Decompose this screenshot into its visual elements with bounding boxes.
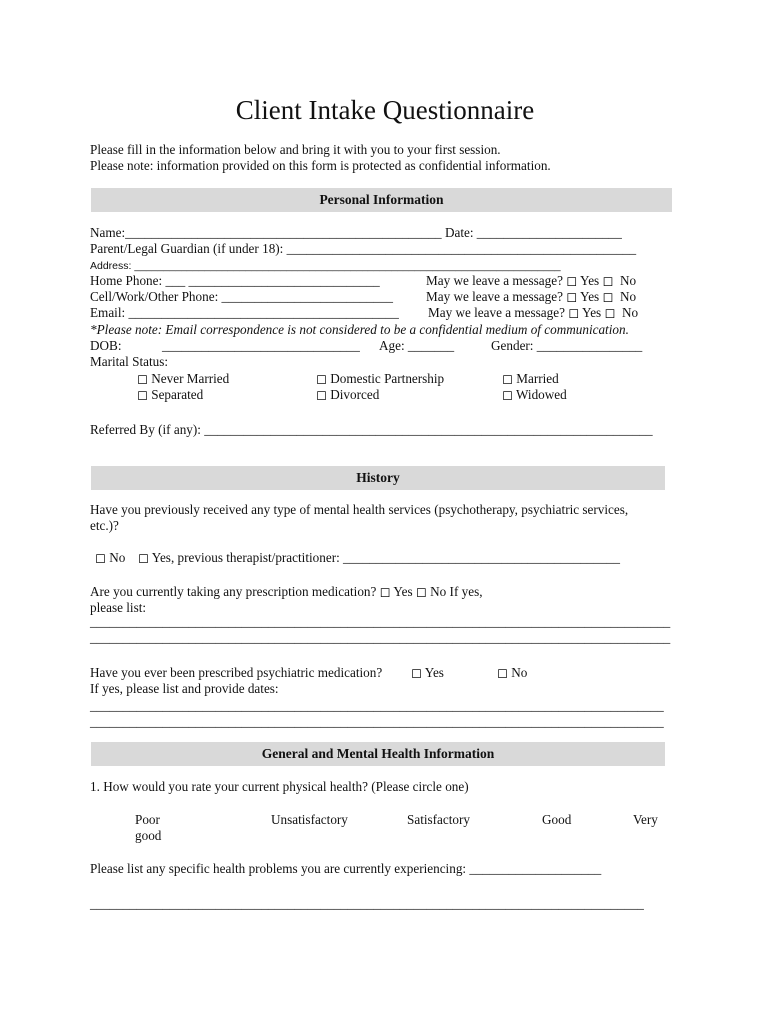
divorced-checkbox[interactable]: ◻ Divorced [316,387,380,402]
email-note: *Please note: Email correspondence is not considered to be a confidential medium of communication. [90,322,629,337]
health-problems-field[interactable]: Please list any specific health problems you are currently experiencing: ____________________ [90,861,602,876]
history-q1-line2: etc.)? [90,518,119,533]
home-phone-field[interactable]: Home Phone: ___ _____________________________ [90,273,380,288]
section-history: History [91,466,665,490]
guardian-field[interactable]: Parent/Legal Guardian (if under 18): _____________________________________________________ [90,241,637,256]
health-q1: 1. How would you rate your current physical health? (Please circle one) [90,779,469,794]
age-field[interactable]: Age: _______ [379,338,455,353]
married-checkbox[interactable]: ◻ Married [502,371,559,386]
rating-good-wrap[interactable]: good [135,828,162,843]
cell-phone-message-option[interactable]: May we leave a message? ◻ Yes ◻ No [426,289,637,304]
medication-list-line-1[interactable]: ________________________________________________________________________________________ [90,614,671,629]
page-title: Client Intake Questionnaire [235,95,535,125]
rating-very[interactable]: Very [633,812,658,827]
email-field[interactable]: Email: _________________________________________ [90,305,399,320]
email-message-option[interactable]: May we leave a message? ◻ Yes ◻ No [428,305,639,320]
widowed-checkbox[interactable]: ◻ Widowed [502,387,567,402]
rating-satisfactory[interactable]: Satisfactory [407,812,470,827]
medication-list-line-2[interactable]: ________________________________________________________________________________________ [90,630,671,645]
history-q3-line2: If yes, please list and provide dates: [90,681,279,696]
separated-checkbox[interactable]: ◻ Separated [137,387,204,402]
dob-field[interactable]: ______________________________ [162,338,360,353]
never-married-checkbox[interactable]: ◻ Never Married [137,371,230,386]
history-q3-yes-checkbox[interactable]: ◻ Yes [411,665,444,680]
history-q2-line1[interactable]: Are you currently taking any prescription medication? ◻ Yes ◻ No If yes, [90,584,483,599]
gender-field[interactable]: Gender: ________________ [491,338,643,353]
rating-good[interactable]: Good [542,812,572,827]
section-general-mental-health: General and Mental Health Information [91,742,665,766]
name-date-field[interactable]: Name:________________________________________________ Date: ______________________ [90,225,622,240]
history-q1-no-checkbox[interactable]: ◻ No [95,550,126,565]
history-q1-yes-field[interactable]: ◻ Yes, previous therapist/practitioner: __________________________________________ [138,550,620,565]
home-phone-message-option[interactable]: May we leave a message? ◻ Yes ◻ No [426,273,637,288]
cell-phone-field[interactable]: Cell/Work/Other Phone: __________________________ [90,289,393,304]
history-q3-no-checkbox[interactable]: ◻ No [497,665,528,680]
address-field[interactable]: Address: _________________________________________________________________________ [90,260,561,272]
psych-medication-line-2[interactable]: _______________________________________________________________________________________ [90,714,664,729]
health-problems-line[interactable]: ____________________________________________________________________________________ [90,896,644,911]
marital-status-label: Marital Status: [90,354,169,369]
history-q3-line1: Have you ever been prescribed psychiatric medication? [90,665,383,680]
section-personal-information: Personal Information [91,188,672,212]
domestic-partnership-checkbox[interactable]: ◻ Domestic Partnership [316,371,445,386]
rating-unsatisfactory[interactable]: Unsatisfactory [271,812,348,827]
rating-poor[interactable]: Poor [135,812,160,827]
referred-by-field[interactable]: Referred By (if any): ____________________________________________________________________ [90,422,653,437]
psych-medication-line-1[interactable]: _______________________________________________________________________________________ [90,698,664,713]
history-q1-line1: Have you previously received any type of mental health services (psychotherapy, psychiatric services, [90,502,629,517]
dob-label: DOB: [90,338,122,353]
history-q2-line2: please list: [90,600,147,615]
intro-line-2: Please note: information provided on this form is protected as confidential information. [90,158,551,173]
intro-line-1: Please fill in the information below and bring it with you to your first session. [90,142,501,157]
